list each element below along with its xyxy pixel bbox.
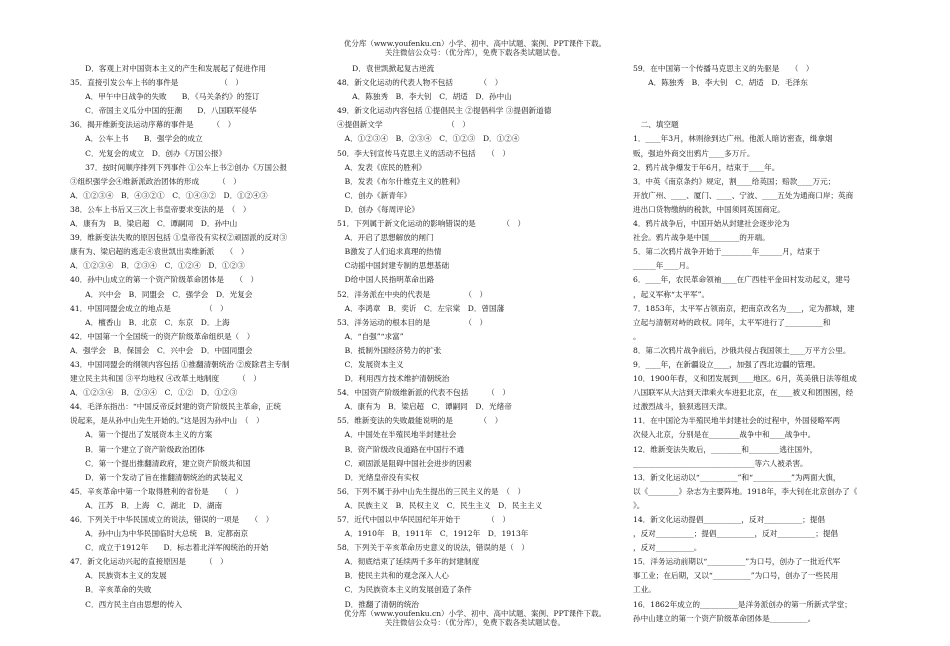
left-column-line: C．帝国主义瓜分中国的狂潮 D．八国联军侵华 [70, 106, 257, 116]
middle-column-line: 57．近代中国以中华民国纪年开始于 （ ） [337, 515, 510, 524]
left-column-line: A．兴中会 B．同盟会 C．强学会 D．光复会 [70, 289, 253, 299]
right-column-line: 》。 [633, 500, 645, 510]
right-column-line [633, 104, 883, 118]
left-column [70, 62, 295, 612]
right-column-line: 6．____年，农民革命领袖____在广西桂平金田村发动起义，建号 [633, 275, 851, 285]
left-column-line: 说起来，是从孙中山先生开始的。”这是因为孙中山 （ ） [70, 416, 264, 426]
middle-column-line: A．中国处在半殖民地半封建社会 [337, 430, 457, 440]
left-column-line: A．康有为 B．梁启超 C．谭嗣同 D．孙中山 [70, 219, 238, 229]
left-column-line: A．公车上书 B．强学会的成立 [70, 134, 203, 144]
middle-column [337, 62, 592, 612]
right-column-line: 开放广州、____、厦门、____、宁波、____五处为通商口岸；英商 [633, 190, 854, 200]
middle-column-line: 48．新文化运动的代表人物不包括 （ ） [337, 78, 503, 88]
middle-column-line: 56．下列不属于孙中山先生提出的三民主义的是 （ ） [337, 486, 526, 496]
left-column-line: 42．中国第一个全国统一的资产阶级革命组织是（ ） [70, 331, 255, 341]
right-column-line [633, 90, 883, 104]
middle-column-line: A．陈独秀 B．李大钊 C．胡适 D．孙中山 [337, 92, 512, 102]
left-column-line: B．辛亥革命的失败 [70, 585, 152, 595]
middle-column-line: A．①②③④ B．②③④ C．①②③ D．①②④ [337, 134, 520, 144]
middle-column-line: B．使民主共和的观念深入人心 [337, 571, 449, 581]
left-column-line: 47．新文化运动兴起的直接原因是 （ ） [70, 557, 228, 567]
middle-column-line: A．开启了思想解放的闸门 [337, 233, 434, 243]
middle-column-line: A．民族主义 B．民权主义 C．民生主义 D．民主主义 [337, 500, 543, 510]
middle-column-line: D．光绪皇帝没有实权 [337, 472, 420, 482]
footer-line-2: 关注微信公众号：（优分库），免费下载各类试题试卷。 [385, 618, 565, 627]
right-column-line: A．陈独秀 B．李大钊 C．胡适 D．毛泽东 [633, 78, 808, 88]
right-column-line: 立起与清朝对峙的政权。同年，太平军进行了__________和 [633, 317, 831, 327]
left-column-line: 36．揭开维新变法运动序幕的事件是 （ ） [70, 120, 236, 130]
middle-column-line: 50．李大钊宣传马克思主义的活动不包括 （ ） [337, 148, 510, 158]
middle-column-line: 53．洋务运动的根本目的是 （ ） [337, 317, 488, 327]
right-column-line: 社会。鸦片战争是中国________的开端。 [633, 233, 770, 243]
middle-column-line: C．顽固派是阻碍中国社会进步的因素 [337, 458, 472, 468]
middle-column-line: B激发了人们追求真理的热情 [337, 247, 442, 257]
left-column-line: 46．下列关于中华民国成立的说法，错误的一项是 （ ） [70, 515, 274, 524]
middle-column-line: C动摇中国封建专制的思想基础 [337, 261, 450, 271]
middle-column-line: B．资产阶级改良道路在中国行不通 [337, 444, 465, 454]
right-column-line: 4．鸦片战争后，中国开始从封建社会逐步沦为 [633, 219, 790, 229]
middle-column-line: 58．下列关于辛亥革命历史意义的说法，错误的是（ ） [337, 543, 529, 553]
right-column-line: 1．____年3月，林则徐到达广州。他派人暗访密查，缉拿烟 [633, 134, 833, 144]
left-column-line: 37．按时间顺序排列下列事件 ①公车上书②创办《万国公报 [70, 162, 288, 172]
right-column-line: 7．1853年，太平军占领南京，把南京改名为____，定为都城，建 [633, 303, 855, 313]
left-column-line: A．孙中山为中华民国临时大总统 B．定都南京 [70, 529, 249, 539]
middle-column-line: 51．下列属于新文化运动的影响错误的是 （ ） [337, 219, 526, 229]
left-column-line: A．①②③④ B．④③②① C．①④③② D．①②④③ [70, 190, 268, 200]
left-column-line: A．第一个提出了发展资本主义的方案 [70, 430, 213, 440]
left-column-line: 45．辛亥革命中第一个取得胜利的省份是 （ ） [70, 486, 243, 496]
left-column-line: C．西方民主自由思想的传入 [70, 599, 183, 609]
left-column-line: A．江苏 B．上海 C．湖北 D．湖南 [70, 500, 223, 510]
right-column-line: 13．新文化运动以“__________”和“__________”为两面大旗， [633, 472, 841, 482]
left-column-line: 35．直接引发公车上书的事件是 （ ） [70, 78, 243, 88]
right-column-line: 过激烈战斗，狼狈逃回天津。 [633, 402, 732, 412]
left-column-line: 38．公车上书后又三次上书皇帝要求变法的是 （ ） [70, 204, 251, 214]
left-column-line: A．民族资本主义的发展 [70, 571, 167, 581]
right-column-line: 八国联军从大沽到天津乘火车进犯北京，在____被义和团围困，经 [633, 388, 854, 398]
left-column-line: 康有为、梁启超的逃走④袁世凯出卖维新派 （ ） [70, 247, 249, 257]
middle-column-line: D．袁世凯掀起复古逆流 [337, 64, 435, 73]
middle-column-line: A．彻底结束了延续两千多年的封建制度 [337, 557, 480, 567]
right-column-line: ________________________________等六人被杀害。 [633, 458, 808, 468]
middle-column-line: A．1910年 B．1911年 C．1912年 D．1913年 [337, 529, 529, 539]
middle-column-line: B．发表《布尔什维克主义的胜利》 [337, 176, 465, 186]
right-column-line: ，反对__________；提倡__________，反对__________；提倡 [633, 529, 839, 539]
left-column-line: 40．孙中山成立的第一个资产阶级革命团体是 （ ） [70, 275, 259, 285]
right-column-line: 16．1862年成立的__________是洋务派创办的第一所新式学堂； [633, 599, 852, 609]
middle-column-line: D．创办《每周评论》 [337, 204, 420, 214]
middle-column-line: C．发展资本主义 [337, 359, 404, 369]
left-column-line: 39．维新变法失败的原因包括 ①皇帝没有实权②顽固派的反对③ [70, 233, 288, 243]
middle-column-line: D．利用西方技术维护清朝统治 [337, 374, 450, 384]
right-column-line: 孙中山建立的第一个资产阶级革命团体是__________。 [633, 613, 816, 623]
right-column-line: 进出口货物缴纳的税款，中国须同英国商定。 [633, 204, 785, 214]
middle-column-line: A．“自强”“求富” [337, 331, 404, 341]
left-column-line: A．强学会 B．保国会 C．兴中会 D．中国同盟会 [70, 345, 253, 355]
right-column-line: 11．在中国沦为半殖民地半封建社会的过程中，外国侵略军两 [633, 416, 841, 426]
right-column-line: 12．维新变法失败后，________和________逃往国外， [633, 444, 818, 454]
left-column-line: D．第一个发动了旨在推翻清朝统治的武装起义 [70, 472, 244, 482]
right-column-line: ，反对__________。 [633, 543, 702, 553]
middle-column-line: ④提倡新文学 （ ） [337, 120, 470, 130]
right-column-line: 事工业；在后期，又以“__________”为口号，创办了一些民用 [633, 571, 839, 581]
header-line-2: 关注微信公众号：（优分库），免费下载各类试题试卷。 [385, 48, 565, 57]
right-column-line: ______年____月。 [633, 261, 694, 271]
left-column-line: ③组织强学会④维新派政治团体的形成 （ ） [70, 176, 241, 186]
middle-column-line: B．抵制外国经济势力的扩张 [337, 345, 442, 355]
right-column-line: 2．鸦片战争爆发于年6月，结束于____年。 [633, 162, 780, 172]
left-column-line: 41．中国同盟会成立的地点是 （ ） [70, 303, 228, 313]
middle-column-line: 52．洋务派在中央的代表是 （ ） [337, 289, 488, 299]
right-column-line: 贩，强迫外商交出鸦片____多万斤。 [633, 148, 755, 158]
left-column-line: A．①②③④ B．②③④ C．①②④ D．①②③ [70, 261, 245, 271]
right-column-line: 8．第二次鸦片战争前后，沙俄共侵占我国领土____万平方公里。 [633, 345, 851, 355]
right-column-line: 5．第二次鸦片战争开始于________年______月，结束于 [633, 247, 821, 257]
middle-column-line: 54．中国资产阶级维新派的代表不包括 （ ） [337, 388, 510, 398]
middle-column-line: C．创办《新青年》 [337, 190, 412, 200]
middle-column-line: 55．维新变法的失败最能说明的是 （ ） [337, 416, 503, 426]
middle-column-line: D．推翻了清朝的统治 [337, 599, 420, 609]
middle-column-line: 49．新文化运动内容包括 ①提倡民主 ②提倡科学 ③提倡新道德 [337, 106, 552, 116]
left-column-line: 建立民主共和国 ③平均地权 ④改革土地制度 （ ） [70, 374, 261, 384]
header-line-1: 优分库（www.youfenku.cn）小学、初中、高中试题、案例、PPT课件下载。 [343, 39, 607, 48]
page-header [0, 39, 950, 57]
middle-column-line: D给中国人民指明革命出路 [337, 275, 435, 285]
left-column-line: D．客观上对中国资本主义的产生和发展起了促进作用 [70, 64, 266, 73]
left-column-line: 44．毛泽东指出：“中国反帝反封建的资产阶级民主革命，正统 [70, 402, 281, 412]
right-column [633, 62, 883, 626]
left-column-line: 43．中国同盟会的纲领内容包括 ①推翻清朝统治 ②废除君主专制 [70, 359, 290, 369]
right-column-line: 工业。 [633, 585, 656, 595]
right-column-line: ，起义军称“太平军”。 [633, 289, 710, 299]
right-column-line: 3．中英《南京条约》规定，割____给英国；赔款____万元； [633, 176, 836, 186]
right-column-line: 次侵入北京，分别是在________战争中和____战争中。 [633, 430, 816, 440]
left-column-line: A．甲午中日战争的失败 B．《马关条约》的签订 [70, 92, 260, 102]
left-column-line: C．成立于1912年 D．标志着北洋军阀统治的开始 [70, 543, 269, 553]
right-column-line: 9．____年，在新疆设立____，加强了西北边疆的管理。 [633, 359, 821, 369]
left-column-line: B．第一个建立了资产阶级政治团体 [70, 444, 205, 454]
page-footer [0, 609, 950, 627]
left-column-line: C．第一个提出推翻清政府，建立资产阶级共和国 [70, 458, 251, 468]
right-column-line: 14．新文化运动提倡__________，反对__________；提倡 [633, 515, 825, 524]
middle-column-line: C．为民族资本主义的发展创造了条件 [337, 585, 472, 595]
right-column-line: 以《________》杂志为主要阵地。1918年，李大钊在北京创办了《 [633, 486, 858, 496]
right-column-line: 15．洋务运动前期以“__________”为口号，创办了一批近代军 [633, 557, 841, 567]
footer-line-1: 优分库（www.youfenku.cn）小学、初中、高中试题、案例、PPT课件下载。 [343, 609, 607, 618]
middle-column-line: A．李鸿章 B．奕䜣 C．左宗棠 D．曾国藩 [337, 303, 505, 313]
left-column-line: A．①②③④ B．②③④ C．①② D．①②③ [70, 388, 238, 398]
middle-column-line: A．康有为 B．梁启超 C．谭嗣同 D．光绪帝 [337, 402, 512, 412]
middle-column-line: A．发表《庶民的胜利》 [337, 162, 427, 172]
right-column-line: 。 [633, 331, 641, 341]
right-column-line: 59．在中国第一个传播马克思主义的先驱是 （ ） [633, 64, 814, 73]
right-column-line: 二、填空题 [633, 120, 679, 130]
right-column-line: 10．1900年春，义和团发展到____地区。6月，英美俄日法等组成 [633, 374, 857, 384]
left-column-line: C．光复会的成立 D．创办《万国公报》 [70, 148, 227, 158]
left-column-line: A．檀香山 B．北京 C．东京 D．上海 [70, 317, 230, 327]
